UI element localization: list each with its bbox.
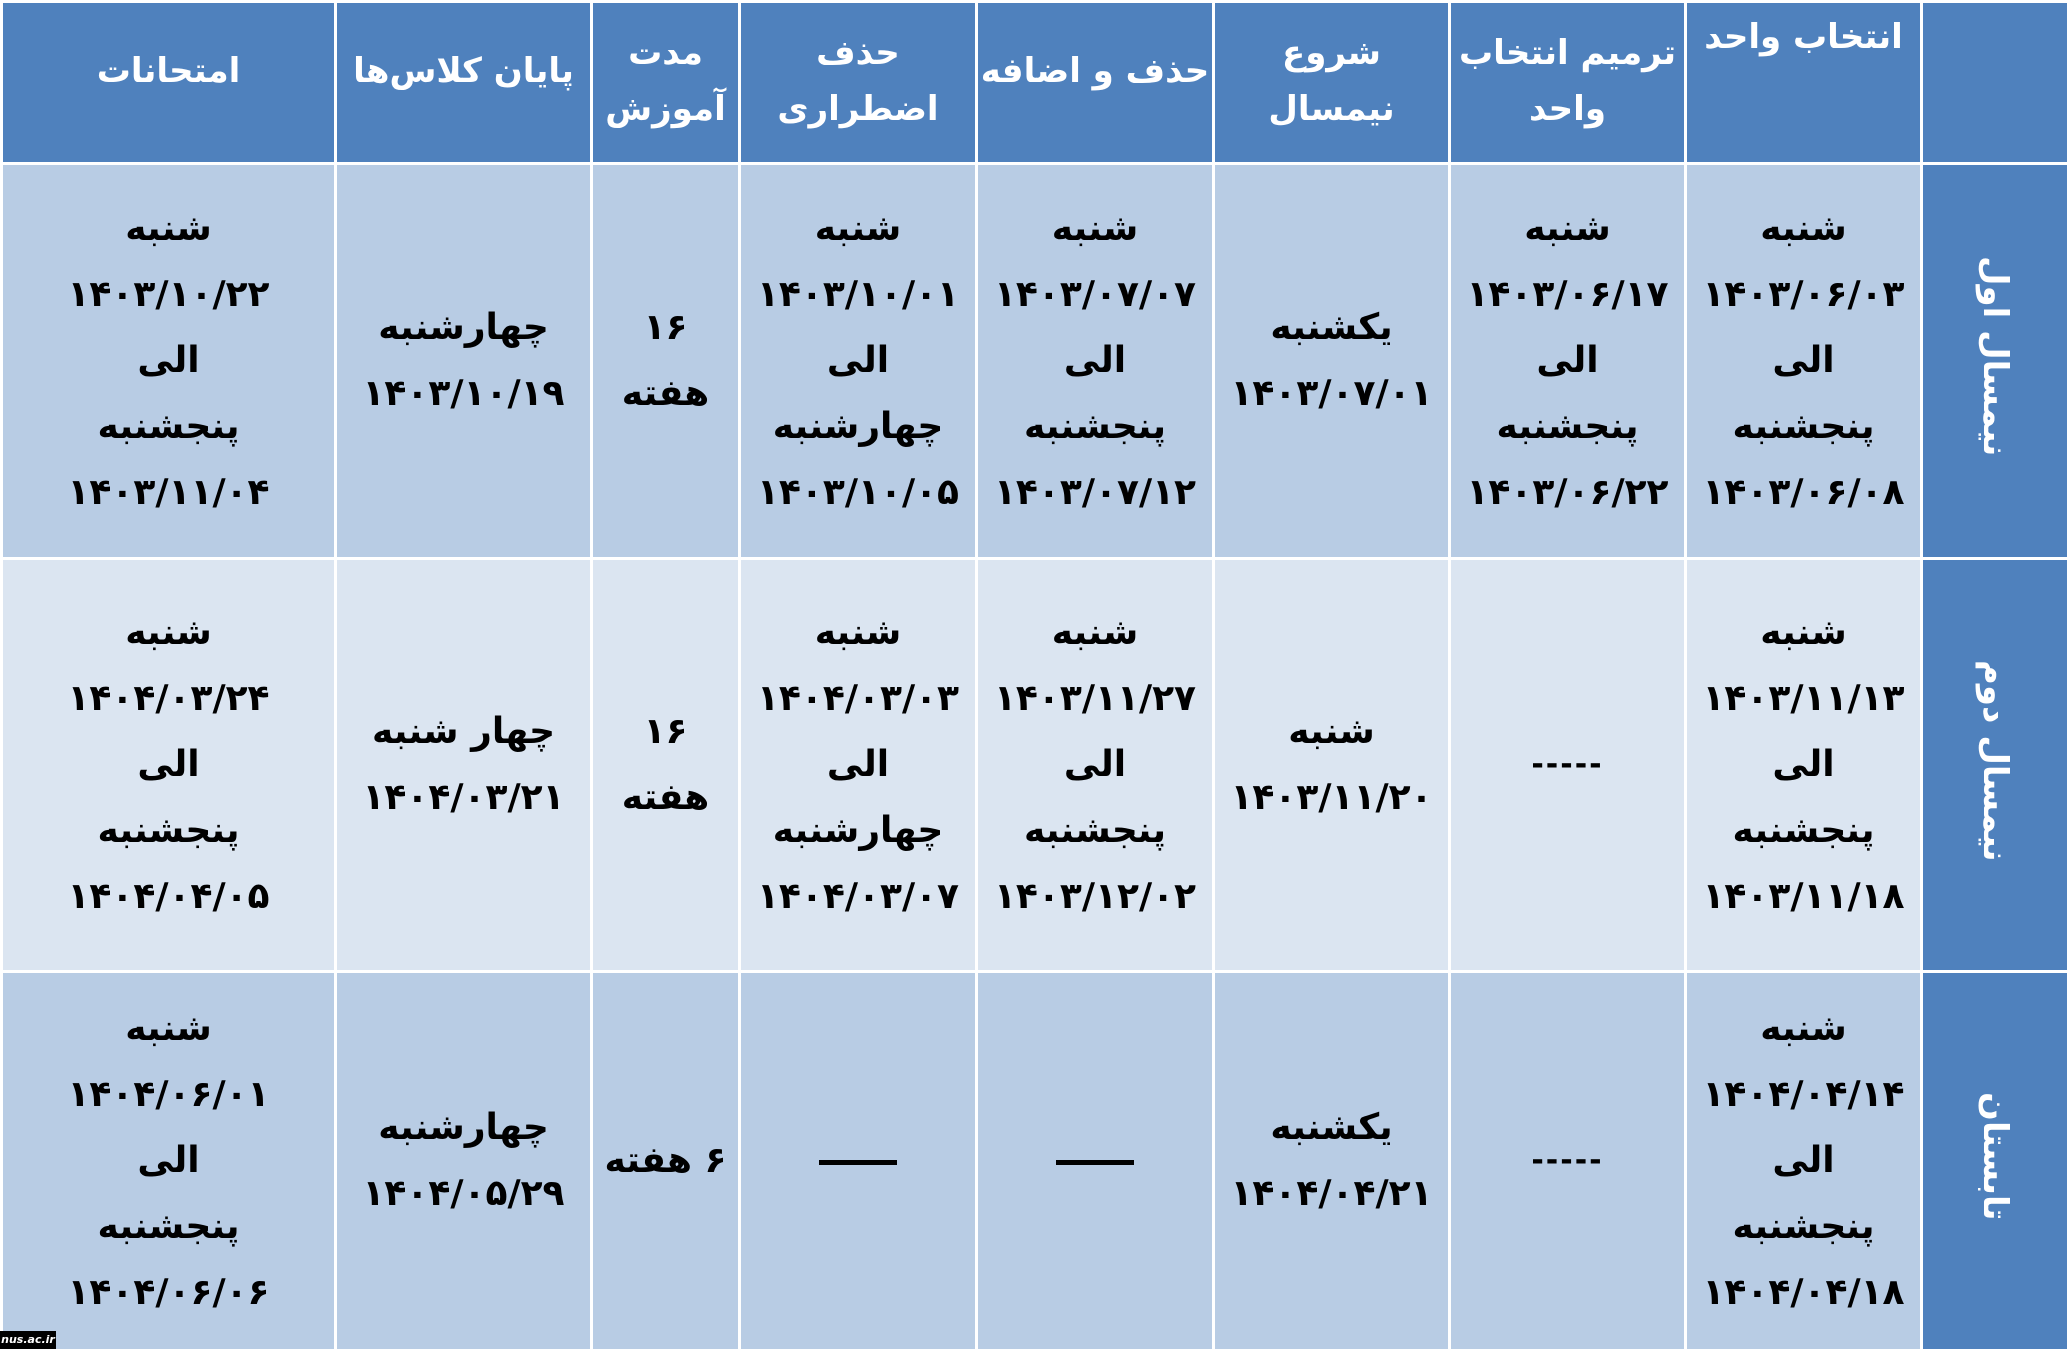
header-unit-adjustment: ترمیم انتخاب واحد (1450, 2, 1686, 164)
row-first-semester (2, 164, 2067, 559)
header-add-drop: حذف و اضافه (977, 2, 1214, 164)
cell-unit-selection: شنبه ۱۴۰۳/۰۶/۰۳ الی پنجشنبه ۱۴۰۳/۰۶/۰۸ (1686, 164, 1922, 559)
cell-unit-adjustment: شنبه ۱۴۰۳/۰۶/۱۷ الی پنجشنبه ۱۴۰۳/۰۶/۲۲ (1450, 164, 1686, 559)
header-emergency-drop: حذف اضطراری (740, 2, 977, 164)
row-label-first-semester (1922, 164, 2067, 559)
row-label-summer (1922, 972, 2067, 1351)
row-label-text: نیمسال اول (1975, 256, 2015, 456)
cell-duration: ۶ هفته (592, 972, 740, 1351)
header-unit-selection: انتخاب واحد (1686, 2, 1922, 164)
cell-emergency-drop: شنبه ۱۴۰۴/۰۳/۰۳ الی چهارشنبه ۱۴۰۴/۰۳/۰۷ (740, 559, 977, 972)
cell-emergency-drop (740, 972, 977, 1351)
cell-semester-start: یکشنبه ۱۴۰۳/۰۷/۰۱ (1214, 164, 1450, 559)
cell-unit-adjustment: ----- (1450, 972, 1686, 1351)
cell-unit-selection: شنبه ۱۴۰۳/۱۱/۱۳ الی پنجشنبه ۱۴۰۳/۱۱/۱۸ (1686, 559, 1922, 972)
row-second-semester (2, 559, 2067, 972)
header-duration: مدت آموزش (592, 2, 740, 164)
cell-semester-start: شنبه ۱۴۰۳/۱۱/۲۰ (1214, 559, 1450, 972)
cell-exams: شنبه ۱۴۰۴/۰۶/۰۱ الی پنجشنبه ۱۴۰۴/۰۶/۰۶ (2, 972, 336, 1351)
cell-emergency-drop: شنبه ۱۴۰۳/۱۰/۰۱ الی چهارشنبه ۱۴۰۳/۱۰/۰۵ (740, 164, 977, 559)
cell-exams: شنبه ۱۴۰۴/۰۳/۲۴ الی پنجشنبه ۱۴۰۴/۰۴/۰۵ (2, 559, 336, 972)
empty-dash-mark (1056, 1160, 1134, 1165)
header-corner (1922, 2, 2067, 164)
cell-exams: شنبه ۱۴۰۳/۱۰/۲۲ الی پنجشنبه ۱۴۰۳/۱۱/۰۴ (2, 164, 336, 559)
row-summer (2, 972, 2067, 1351)
header-semester-start: شروع نیمسال (1214, 2, 1450, 164)
watermark-logo: nus.ac.ir (0, 1331, 56, 1349)
cell-duration: ۱۶ هفته (592, 559, 740, 972)
header-row (2, 2, 2067, 164)
header-exams: امتحانات (2, 2, 336, 164)
header-classes-end: پایان کلاس‌ها (336, 2, 592, 164)
row-label-text: نیمسال دوم (1975, 660, 2015, 862)
cell-semester-start: یکشنبه ۱۴۰۴/۰۴/۲۱ (1214, 972, 1450, 1351)
cell-classes-end: چهارشنبه ۱۴۰۳/۱۰/۱۹ (336, 164, 592, 559)
cell-classes-end: چهار شنبه ۱۴۰۴/۰۳/۲۱ (336, 559, 592, 972)
empty-dash-mark (819, 1160, 897, 1165)
cell-classes-end: چهارشنبه ۱۴۰۴/۰۵/۲۹ (336, 972, 592, 1351)
cell-add-drop: شنبه ۱۴۰۳/۰۷/۰۷ الی پنجشنبه ۱۴۰۳/۰۷/۱۲ (977, 164, 1214, 559)
cell-duration: ۱۶ هفته (592, 164, 740, 559)
row-label-second-semester (1922, 559, 2067, 972)
cell-unit-adjustment: ----- (1450, 559, 1686, 972)
cell-unit-selection: شنبه ۱۴۰۴/۰۴/۱۴ الی پنجشنبه ۱۴۰۴/۰۴/۱۸ (1686, 972, 1922, 1351)
cell-add-drop (977, 972, 1214, 1351)
cell-add-drop: شنبه ۱۴۰۳/۱۱/۲۷ الی پنجشنبه ۱۴۰۳/۱۲/۰۲ (977, 559, 1214, 972)
row-label-text: تابستان (1975, 1092, 2015, 1221)
